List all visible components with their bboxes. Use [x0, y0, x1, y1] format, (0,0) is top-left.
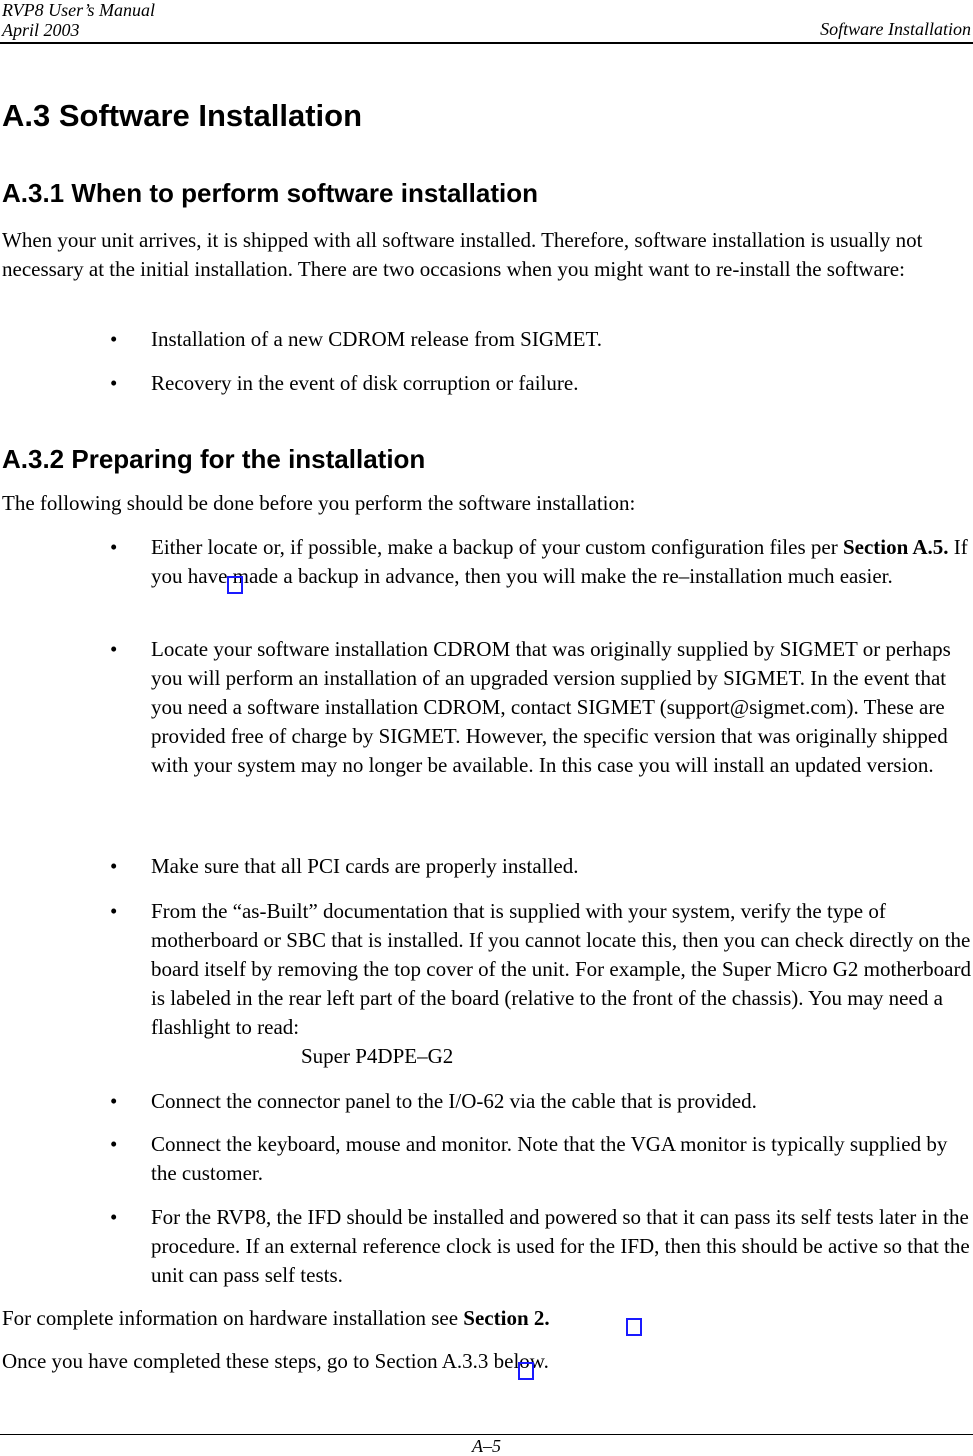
footer-rule: [0, 1434, 973, 1435]
bullet-glyph: •: [110, 899, 118, 923]
paragraph-intro-a31: When your unit arrives, it is shipped with all software installed. Therefore, software installation is usually not necessary at the initial installation. There are two occasions when you might want to re-install the software:: [2, 228, 923, 281]
bullet-glyph: •: [110, 1132, 118, 1156]
header-rule: [0, 42, 973, 44]
manual-date: April 2003: [2, 20, 80, 40]
bullet-glyph: •: [110, 854, 118, 878]
list-item-text: Either locate or, if possible, make a backup of your custom configuration files per Section A.5. If you have made a backup in advance, then you will make the re–installation much easier.: [151, 535, 968, 588]
list-item-text: For the RVP8, the IFD should be installed and powered so that it can pass its self tests later in the procedure. If an external reference clock is used for the IFD, then this should be active so that the unit can pass self tests.: [151, 1205, 970, 1287]
section-2-link[interactable]: Section 2.: [463, 1306, 550, 1330]
section-title: A.3 Software Installation: [2, 98, 363, 133]
link-marker-box: [518, 1362, 534, 1380]
list-item: [110, 1130, 972, 1188]
running-header-right: Software Installation: [820, 19, 971, 39]
bullet-glyph: •: [110, 535, 118, 559]
list-item-text: Recovery in the event of disk corruption or failure.: [151, 371, 579, 395]
list-item-text: Make sure that all PCI cards are properly installed.: [151, 854, 579, 878]
bullet-glyph: •: [110, 1205, 118, 1229]
list-item: [110, 635, 972, 780]
manual-title: RVP8 User’s Manual: [2, 0, 155, 20]
paragraph-hardware-ref: For complete information on hardware installation see Section 2.: [2, 1306, 550, 1330]
list-item: [110, 897, 972, 1071]
paragraph-intro-a32: The following should be done before you perform the software installation:: [2, 491, 636, 515]
list-item: [110, 1203, 972, 1290]
list-item: [110, 325, 972, 354]
bullet-glyph: •: [110, 327, 118, 351]
link-marker-box: [227, 576, 243, 594]
list-item-text: Connect the connector panel to the I/O-62 via the cable that is provided.: [151, 1089, 757, 1113]
paragraph-next-step: Once you have completed these steps, go to Section A.3.3 below.: [2, 1349, 549, 1373]
link-marker-box: [626, 1318, 642, 1336]
list-item-text: From the “as-Built” documentation that is supplied with your system, verify the type of motherboard or SBC that is installed. If you cannot locate this, then you can check directly on the board itself by removing the top cover of the unit. For example, the Super Micro G2 motherboard is labeled in the rear left part of the board (relative to the front of the chassis). You may need a flashlight to read: Super P4DPE–G2: [151, 897, 972, 1071]
subsection-title-a31: A.3.1 When to perform software installation: [2, 178, 538, 208]
bullet-glyph: •: [110, 371, 118, 395]
list-item: [110, 1087, 972, 1116]
list-item: [110, 852, 972, 881]
bullet-glyph: •: [110, 637, 118, 661]
list-item: [110, 369, 972, 398]
board-label-code: Super P4DPE–G2: [301, 1044, 454, 1068]
section-a5-link[interactable]: Section A.5.: [842, 535, 949, 559]
list-item-text: Connect the keyboard, mouse and monitor. Note that the VGA monitor is typically supplied by the customer.: [151, 1132, 948, 1185]
list-item-text: Installation of a new CDROM release from SIGMET.: [151, 327, 603, 351]
running-header-left: [2, 0, 155, 40]
bullet-glyph: •: [110, 1089, 118, 1113]
subsection-title-a32: A.3.2 Preparing for the installation: [2, 444, 426, 474]
page-number: A–5: [472, 1436, 501, 1456]
list-item-text: Locate your software installation CDROM that was originally supplied by SIGMET or perhaps you will perform an installation of an upgraded version supplied by SIGMET. In the event that you need a software installation CDROM, contact SIGMET (support@sigmet.com). These are provided free of charge by SIGMET. However, the specific version that was originally shipped with your system may no longer be available. In this case you will install an updated version.: [151, 637, 951, 777]
